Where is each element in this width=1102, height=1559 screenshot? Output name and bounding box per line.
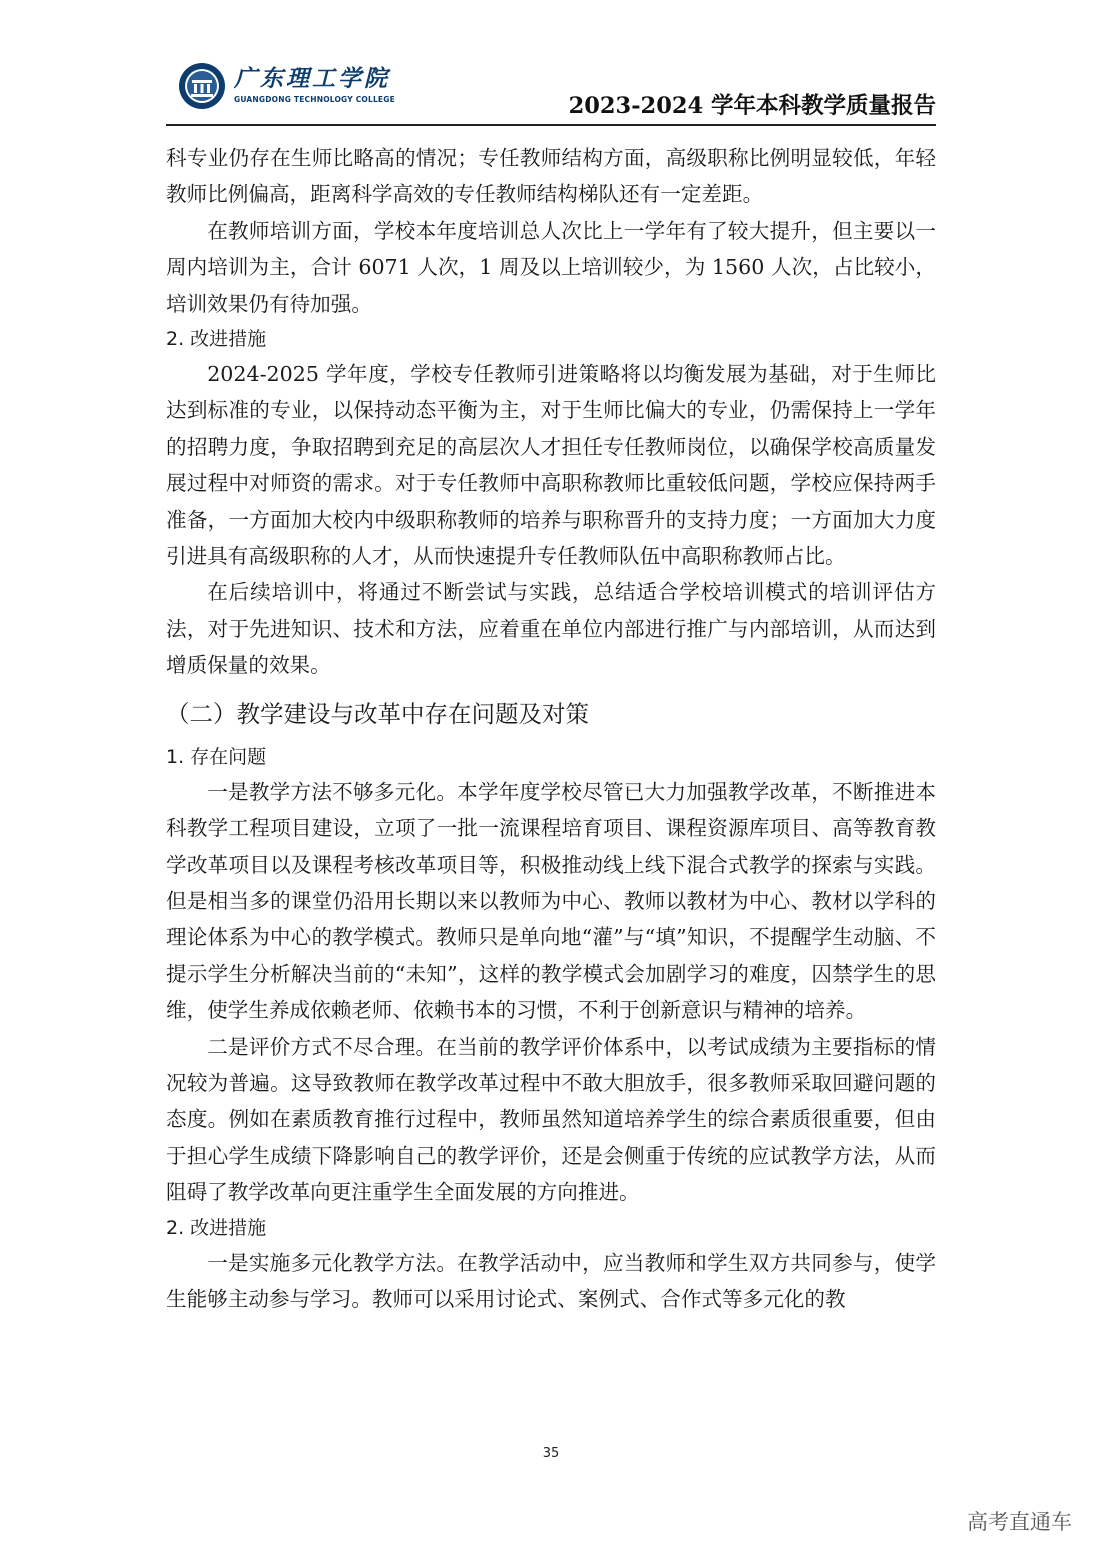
subheading-improvement-1: 2. 改进措施 (166, 328, 267, 351)
paragraph-evaluation: 二是评价方式不尽合理。在当前的教学评价体系中，以考试成绩为主要指标的情况较为普遍。这导致教师在教学改革过程中不敢大胆放手，很多教师采取回避问题的态度。例如在素质教育推行过程中，教师虽然知道培养学生的综合素质很重要，但由于担心学生成绩下降影响自己的教学评价，还是会侧重于传统的应试教学方法，从而阻碍了教学改革向更注重学生全面发展的方向推进。 (166, 1034, 936, 1205)
paragraph-teaching-methods: 一是教学方法不够多元化。本学年度学校尽管已大力加强教学改革，不断推进本科教学工程项目建设，立项了一批一流课程培育项目、课程资源库项目、高等教育教学改革项目以及课程考核改革项目等，积极推动线上线下混合式教学的探索与实践。但是相当多的课堂仍沿用长期以来以教师为中心、教师以教材为中心、教材以学科的理论体系为中心的教学模式。教师只是单向地“灌”与“填”知识，不提醒学生动脑、不提示学生分析解决当前的“未知”，这样的教学模式会加剧学习的难度，囚禁学生的思维，使学生养成依赖老师、依赖书本的习惯，不利于创新意识与精神的培养。 (166, 779, 936, 1023)
section-heading: （二）教学建设与改革中存在问题及对策 (166, 699, 589, 728)
paragraph-recruitment: 2024-2025 学年度，学校专任教师引进策略将以均衡发展为基础，对于生师比达到标准的专业，以保持动态平衡为主，对于生师比偏大的专业，仍需保持上一学年的招聘力度，争取招聘到充足的高层次人才担任专任教师岗位，以确保学校高质量发展过程中对师资的需求。对于专任教师中高职称教师比重较低问题，学校应保持两手准备，一方面加大校内中级职称教师的培养与职称晋升的支持力度；一方面加大力度引进具有高级职称的人才，从而快速提升专任教师队伍中高职称教师占比。 (166, 362, 936, 569)
subheading-problems: 1. 存在问题 (166, 745, 267, 768)
page-header (166, 58, 936, 126)
paragraph-training-followup: 在后续培训中，将通过不断尝试与实践，总结适合学校培训模式的培训评估方法，对于先进知识、技术和方法，应着重在单位内部进行推广与内部培训，从而达到增质保量的效果。 (166, 580, 936, 678)
paragraph-training: 在教师培训方面，学校本年度培训总人次比上一学年有了较大提升，但主要以一周内培训为主，合计 6071 人次，1 周及以上培训较少，为 1560 人次，占比较小，培训效果仍有待加强。 (166, 218, 936, 316)
page-number: 35 (542, 1446, 560, 1461)
page-content (166, 140, 936, 1317)
report-title: 2023-2024 学年本科教学质量报告 (568, 93, 936, 119)
watermark: 高考直通车 (967, 1510, 1072, 1534)
college-name-en: GUANGDONG TECHNOLOGY COLLEGE (234, 95, 395, 104)
subheading-improvement-2: 2. 改进措施 (166, 1216, 267, 1239)
college-seal-icon (178, 62, 226, 110)
paragraph-continued: 科专业仍存在生师比略高的情况；专任教师结构方面，高级职称比例明显较低，年轻教师比例偏高，距离科学高效的专任教师结构梯队还有一定差距。 (166, 146, 936, 207)
paragraph-diverse-methods: 一是实施多元化教学方法。在教学活动中，应当教师和学生双方共同参与，使学生能够主动参与学习。教师可以采用讨论式、案例式、合作式等多元化的教 (166, 1250, 936, 1311)
header-rule (166, 124, 936, 126)
college-name-cn: 广东理工学院 (234, 65, 390, 92)
